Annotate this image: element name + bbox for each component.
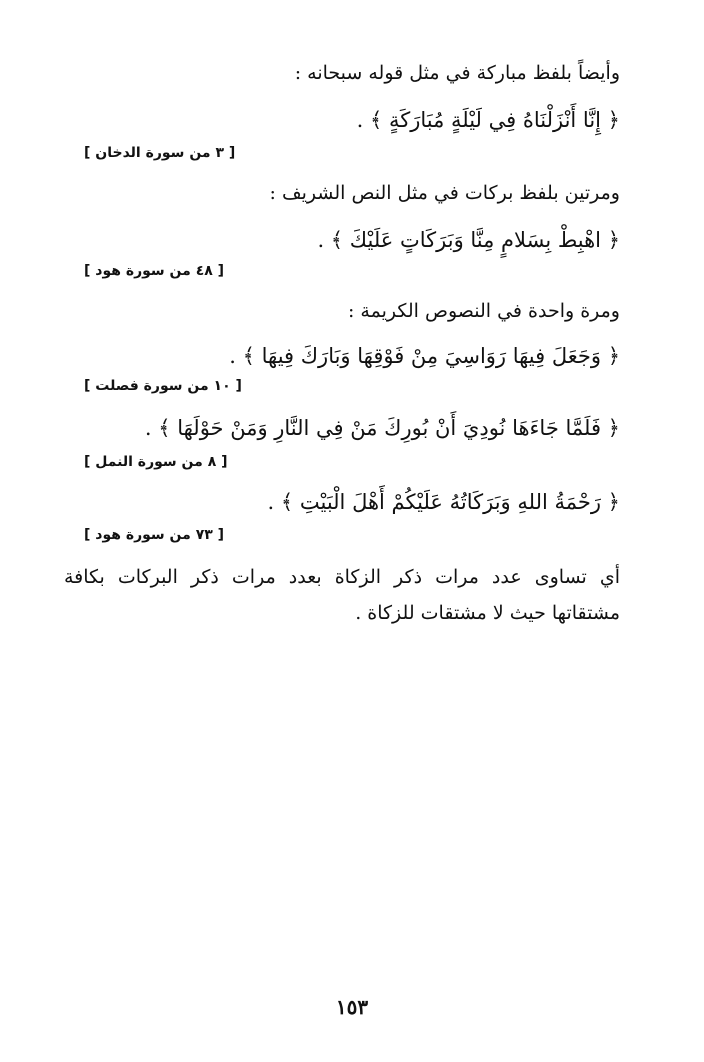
verse-reference-2: [ ٤٨ من سورة هود ] <box>84 263 225 279</box>
intro-barakat-text: ومرتين بلفظ بركات في مثل النص الشريف : <box>269 182 620 204</box>
verse-reference-5: [ ٧٣ من سورة هود ] <box>84 527 225 543</box>
quran-verse-2: ﴿ اهْبِطْ بِسَلامٍ مِنَّا وَبَرَكَاتٍ عَلَيْكَ ﴾ . <box>317 228 620 252</box>
page-number: ١٥٣ <box>335 995 369 1019</box>
quran-verse-5: ﴿ رَحْمَةُ اللهِ وَبَرَكَاتُهُ عَلَيْكُمْ أَهْلَ الْبَيْتِ ﴾ . <box>267 490 620 514</box>
verse-reference-4: [ ٨ من سورة النمل ] <box>84 454 228 470</box>
conclusion-line-1: أي تساوى عدد مرات ذكر الزكاة بعدد مرات ذكر البركات بكافة <box>64 566 620 588</box>
intro-baraka-text: ومرة واحدة في النصوص الكريمة : <box>347 300 620 322</box>
quran-verse-1: ﴿ إِنَّا أَنْزَلْنَاهُ فِي لَيْلَةٍ مُبَارَكَةٍ ﴾ . <box>356 108 620 132</box>
quran-verse-4: ﴿ فَلَمَّا جَاءَهَا نُودِيَ أَنْ بُورِكَ مَنْ فِي النَّارِ وَمَنْ حَوْلَهَا ﴾ . <box>144 416 620 440</box>
quran-verse-3: ﴿ وَجَعَلَ فِيهَا رَوَاسِيَ مِنْ فَوْقِهَا وَبَارَكَ فِيهَا ﴾ . <box>229 344 620 368</box>
verse-reference-3: [ ١٠ من سورة فصلت ] <box>84 378 242 394</box>
verse-reference-1: [ ٣ من سورة الدخان ] <box>84 145 236 161</box>
conclusion-line-2: مشتقاتها حيث لا مشتقات للزكاة . <box>355 602 620 624</box>
intro-mubaraka-text: وأيضاً بلفظ مباركة في مثل قوله سبحانه : <box>294 62 620 84</box>
